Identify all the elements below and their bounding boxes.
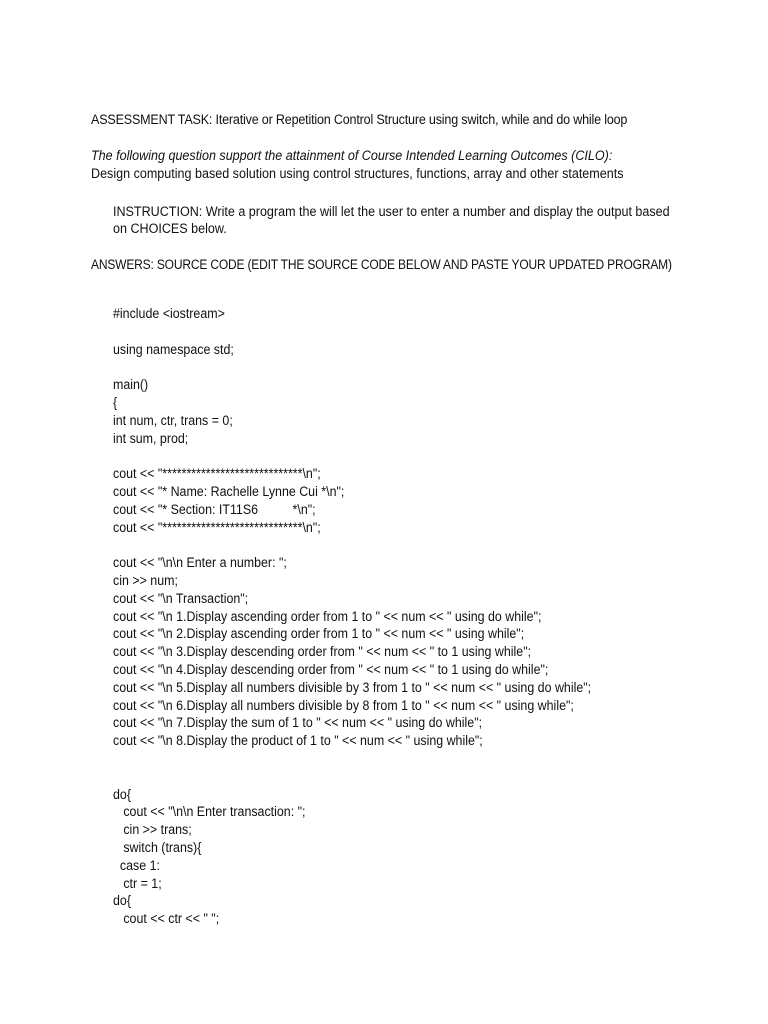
code-line: cout << "\n 4.Display descending order from " << num << " to 1 using do while"; (113, 661, 549, 677)
code-line: cout << "\n 1.Display ascending order from 1 to " << num << " using do while"; (113, 608, 542, 624)
answers-heading: ANSWERS: SOURCE CODE (EDIT THE SOURCE CODE BELOW AND PASTE YOUR UPDATED PROGRAM) (91, 257, 672, 272)
instruction-text: INSTRUCTION: Write a program the will let the user to enter a number and display the output based on CHOICES below. (113, 204, 670, 236)
code-line: #include <iostream> (113, 306, 225, 321)
code-line: switch (trans){ (113, 839, 202, 855)
code-line: cout << "\n\n Enter transaction: "; (113, 804, 306, 820)
code-line: do{ (113, 786, 131, 802)
code-line: ctr = 1; (113, 875, 162, 891)
code-line: cout << ctr << " "; (113, 911, 220, 927)
cilo-outcome: Design computing based solution using control structures, functions, array and other statements (91, 166, 624, 181)
code-line: cout << "*****************************\n"; (113, 519, 321, 535)
code-line: cout << "\n 5.Display all numbers divisible by 3 from 1 to " << num << " using do while"; (113, 679, 592, 695)
assessment-title: ASSESSMENT TASK: Iterative or Repetition Control Structure using switch, while and do while loop (91, 112, 628, 127)
code-line: cout << "\n 7.Display the sum of 1 to " << num << " using do while"; (113, 715, 483, 731)
code-line (113, 323, 591, 341)
code-line: int num, ctr, trans = 0; (113, 412, 233, 428)
code-line: cout << "\n Transaction"; (113, 590, 249, 606)
code-line: cin >> num; (113, 572, 178, 588)
code-line: using namespace std; (113, 341, 234, 357)
code-line: cout << "* Section: IT11S6 *\n"; (113, 501, 316, 517)
code-line (113, 750, 591, 768)
code-line: cout << "* Name: Rachelle Lynne Cui *\n"; (113, 483, 345, 499)
code-line: cin >> trans; (113, 822, 192, 838)
code-line (113, 768, 591, 786)
code-line: cout << "\n 3.Display descending order from " << num << " to 1 using while"; (113, 644, 532, 660)
code-line: do{ (113, 893, 131, 909)
code-line: int sum, prod; (113, 430, 189, 446)
code-line (113, 536, 591, 554)
code-line: main() (113, 377, 149, 393)
code-line: cout << "\n 8.Display the product of 1 to " << num << " using while"; (113, 733, 483, 749)
code-line (113, 447, 591, 465)
code-line: cout << "\n\n Enter a number: "; (113, 555, 287, 571)
code-line: cout << "*****************************\n"; (113, 466, 321, 482)
code-line: cout << "\n 6.Display all numbers divisible by 8 from 1 to " << num << " using while"; (113, 697, 574, 713)
code-line: { (113, 394, 118, 410)
code-line (113, 358, 591, 376)
code-line: cout << "\n 2.Display ascending order from 1 to " << num << " using while"; (113, 626, 525, 642)
code-line: case 1: (113, 857, 160, 873)
cilo-intro: The following question support the attainment of Course Intended Learning Outcomes (CILO): (91, 148, 613, 163)
source-code-block (113, 305, 591, 928)
cilo-paragraph (91, 147, 649, 183)
